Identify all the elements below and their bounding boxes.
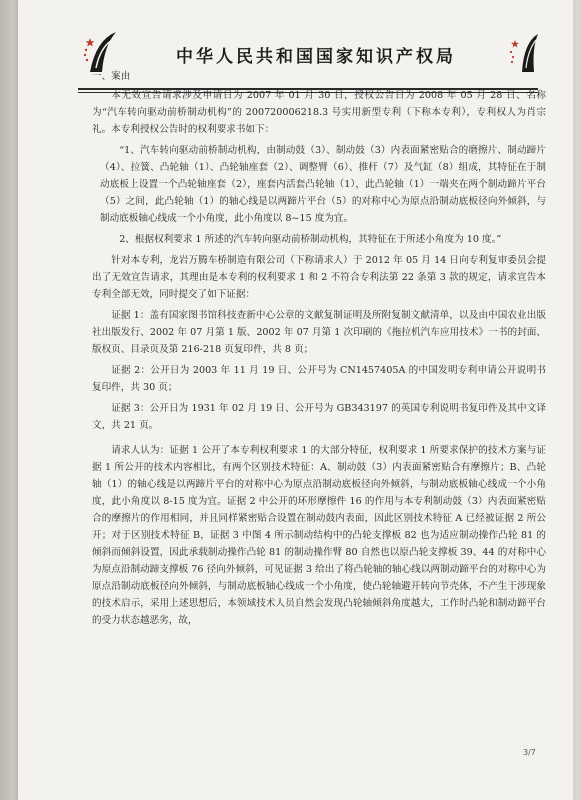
document-body [92, 68, 546, 633]
paragraph-case-intro: 本无效宣告请求涉及申请日为 2007 年 01 月 30 日，授权公告日为 2008 年 05 月 28 日、名称为“汽车转向驱动前桥制动机构”的 200720006218.3 号实用新型专利（下称本专利），专利权人为肖宗礼。本专利授权公告时的权利要求书如下： [92, 90, 546, 135]
paragraph-request: 针对本专利，龙岩万腾车桥制造有限公司（下称请求人）于 2012 年 05 月 14 日向专利复审委员会提出了无效宣告请求，其理由是本专利的权利要求 1 和 2 不符合专利法第 22 条第 3 款的规定，请求宣告本专利全部无效，同时提交了如下证据： [92, 255, 546, 300]
evidence-2: 证据 2：公开日为 2003 年 11 月 19 日、公开号为 CN1457405A 的中国发明专利申请公开说明书复印件，共 30 页； [92, 365, 546, 393]
evidence-1: 证据 1：盖有国家图书馆科技查新中心公章的文献复制证明及所附复制文献清单，以及由中国农业出版社出版发行、2002 年 07 月第 1 版、2002 年 07 月第 1 次印刷的《拖拉机汽车应用技术》一书的封面、版权页、目录页及第 216-218 页复印件，共 8 页； [92, 310, 546, 355]
binding-edge [0, 0, 18, 800]
claim-1-text: “1、汽车转向驱动前桥制动机构，由制动鼓（3）、制动鼓（3）内表面紧密贴合的磨擦片、制动蹄片（4）、拉簧、凸轮轴（1）、凸轮轴座套（2）、调整臂（6）、推杆（7）及气缸（8）组成，其特征在于制动底板上设置一个凸轮轴座套（2），座套内活套凸轮轴（1），此凸轮轴（1）一端夹在两个制动蹄片平台（5）之间，此凸轮轴（1）的轴心线是以两蹄片平台（5）的对称中心为原点沿制动底板径向外倾斜，与制动底板轴心线成一个小角度，此小角度以 8~15 度为宜。 [100, 145, 546, 224]
document-page [18, 0, 573, 800]
section-heading: 一、案由 [92, 71, 131, 82]
claim-2-text: 2、根据权利要求 1 所述的汽车转向驱动前桥制动机构，其特征在于所述小角度为 10 度。” [119, 234, 502, 245]
office-title: 中华人民共和国国家知识产权局 [176, 47, 456, 67]
page-number: 3/7 [523, 748, 536, 757]
evidence-3: 证据 3：公开日为 1931 年 02 月 19 日、公开号为 GB343197 的英国专利说明书复印件及其中文译文，共 21 页。 [92, 403, 546, 431]
paragraph-requester-argument: 请求人认为：证据 1 公开了本专利权利要求 1 的大部分特征，权利要求 1 所要求保护的技术方案与证据 1 所公开的技术内容相比，有两个区别技术特征：A、制动鼓（3）内表面紧密贴合有摩擦片；B、凸轮轴（1）的轴心线是以两蹄片平台的对称中心为原点沿制动底板径向外倾斜，与制动底板轴心线成一个小角度，此小角度以 8-15 度为宜。证据 2 中公开的环形摩擦件 16 的作用与本专利制动鼓（3）内表面紧密贴合的摩擦片的作用相同，并且同样紧密贴合设置在制动鼓内表面，因此区别技术特征 A 已经被证据 2 所公开；对于区别技术特征 B，证据 3 中图 4 所示制动结构中的凸轮支撑板 82 也为适应制动操作凸轮 81 的倾斜而倾斜设置，因此承载制动操作凸轮 81 的制动操作臂 80 自然也以原凸轮支撑板 39、44 的对称中心为原点沿制动蹄支撑板 76 径向外倾斜，可见证据 3 给出了将凸轮轴的轴心线以两制动蹄平台的对称中心为原点沿制动底板径向外倾斜，与制动底板轴心线成一个小角度，使凸轮轴避开转向节壳体，不产生干涉现象的技术启示，采用上述思想后，本领域技术人员自然会发现凸轮轴倾斜角度越大，工作时凸轮和制动蹄平台的受力状态越恶劣，故， [92, 445, 546, 626]
